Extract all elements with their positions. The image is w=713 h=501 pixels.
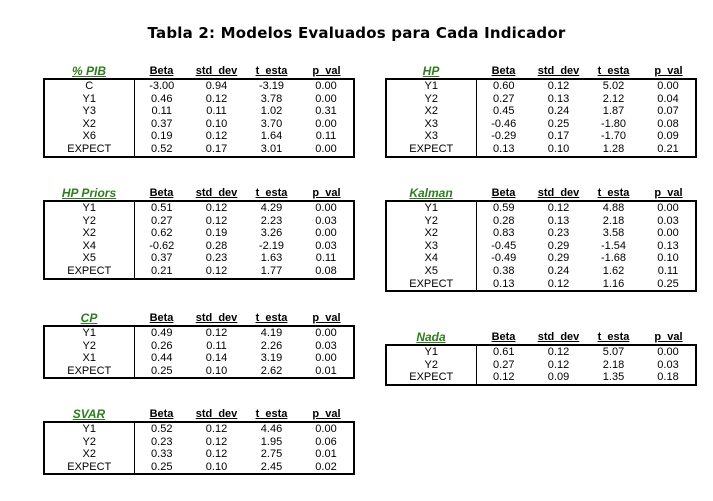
table-cell: 2.26 [260,339,283,352]
table-cell: 2.18 [602,358,625,371]
table-row [44,365,354,379]
table-cell: 0.27 [493,358,515,371]
table-row [386,278,696,292]
table-cell: 0.11 [315,130,337,143]
row-label: Y1 [44,326,134,340]
column-header: p_val [654,65,683,77]
table-cell: 1.35 [602,371,625,384]
table-name: CP [80,311,98,325]
table-cell: 0.06 [315,435,337,448]
table-cell: 0.08 [315,264,337,277]
table-cell: 0.83 [493,227,515,240]
table-cell: 0.00 [641,345,696,359]
column-header: Beta [491,331,516,343]
row-label: Y1 [44,201,134,215]
row-label: EXPECT [386,278,476,292]
table-cell: 0.01 [315,448,337,461]
table-name: HP Priors [61,186,117,200]
table-cell: 0.29 [547,252,570,265]
table-cell: -1.80 [600,117,627,130]
column-header: t_esta [255,65,288,77]
table-cell: 0.17 [205,142,228,155]
table-name: SVAR [72,407,106,421]
table-row [386,105,696,118]
table-row [386,79,696,93]
table-row [44,79,354,93]
table-cell: 0.10 [205,364,228,377]
table-cell: 0.13 [657,239,679,252]
table-cell: 0.11 [315,252,337,265]
table-cell: 1.95 [260,435,283,448]
column-header: std_dev [195,187,238,199]
table-cell: 3.78 [260,92,283,105]
table-cell: 0.12 [531,201,586,215]
table-cell: 0.04 [657,92,679,105]
table-cell: 0.26 [151,339,173,352]
table-cell: 0.13 [493,142,515,155]
column-header: p_val [312,408,341,420]
table-cell: 0.12 [493,371,515,384]
table-row [386,359,696,372]
table-cell: 4.19 [244,326,299,340]
table-panel [43,64,355,158]
table-cell: -0.62 [149,239,175,252]
table-cell: 0.25 [657,277,679,290]
table-cell: 0.19 [205,227,228,240]
results-table [385,64,697,158]
table-name: % PIB [71,64,106,78]
row-label: EXPECT [386,371,476,385]
table-cell: 2.75 [260,448,283,461]
table-cell: 1.62 [602,264,625,277]
table-cell: 0.29 [547,239,570,252]
table-cell: 2.18 [602,214,625,227]
row-label: X2 [386,227,476,240]
row-label: X3 [386,240,476,253]
row-label: X4 [44,240,134,253]
table-cell: 0.12 [531,79,586,93]
table-body [44,326,354,378]
table-row [386,118,696,131]
table-cell: 0.00 [315,92,337,105]
table-cell: 0.11 [657,264,679,277]
table-panel [43,407,355,475]
table-row [44,130,354,143]
table-cell: 4.88 [586,201,641,215]
table-row [44,422,354,436]
column-header: t_esta [255,187,288,199]
table-cell: 0.00 [315,117,337,130]
table-cell: 0.11 [206,339,227,352]
table-cell: 2.45 [260,460,283,473]
table-cell: 2.12 [602,92,625,105]
table-panel [385,64,697,158]
table-cell: -1.54 [600,239,627,252]
table-cell: 0.12 [189,326,244,340]
table-cell: 0.59 [476,201,531,215]
table-cell: 0.12 [205,214,228,227]
table-cell: 0.12 [205,130,228,143]
table-cell: 0.27 [151,214,173,227]
table-cell: 0.49 [134,326,189,340]
table-cell: -0.49 [491,252,517,265]
table-cell: 0.00 [299,201,354,215]
table-cell: 1.77 [260,264,283,277]
table-cell: 0.33 [151,448,173,461]
table-cell: 3.26 [260,227,283,240]
table-cell: 0.13 [493,277,515,290]
table-row [44,340,354,353]
table-name: HP [422,64,440,78]
table-cell: 0.10 [205,460,228,473]
row-label: Y2 [44,340,134,353]
column-header: std_dev [195,312,238,324]
table-row [44,461,354,475]
column-header: t_esta [597,187,630,199]
table-cell: 0.38 [493,264,515,277]
row-label: C [44,79,134,93]
table-name: Nada [416,330,446,344]
column-header: Beta [491,187,516,199]
table-cell: 2.62 [260,364,283,377]
table-cell: 0.45 [493,105,515,118]
table-panel [43,186,355,280]
row-label: X5 [44,252,134,265]
table-cell: 3.58 [602,227,625,240]
table-row [386,130,696,143]
table-cell: 5.02 [586,79,641,93]
table-cell: 1.87 [602,105,625,118]
table-panel [385,330,697,386]
column-header: t_esta [255,408,288,420]
row-label: EXPECT [44,461,134,475]
table-cell: 0.12 [205,435,228,448]
row-label: Y3 [44,105,134,118]
table-cell: -3.19 [244,79,299,93]
table-cell: 0.00 [641,201,696,215]
row-label: X2 [44,448,134,461]
table-body [386,345,696,385]
table-cell: 0.03 [315,214,337,227]
table-row [386,93,696,106]
table-cell: 0.52 [134,422,189,436]
row-label: X3 [386,130,476,143]
table-cell: 0.23 [151,435,173,448]
table-cell: 1.16 [602,277,625,290]
table-cell: 0.23 [205,252,228,265]
row-label: EXPECT [44,143,134,157]
table-cell: 4.29 [244,201,299,215]
table-cell: 2.23 [260,214,283,227]
table-cell: 0.07 [657,105,679,118]
table-cell: 0.12 [547,277,570,290]
table-cell: -1.70 [600,130,627,143]
table-row [386,240,696,253]
table-row [44,326,354,340]
table-body [386,201,696,291]
table-cell: 0.18 [657,371,679,384]
table-row [44,265,354,279]
column-header: std_dev [537,331,580,343]
table-cell: 0.13 [547,214,570,227]
table-row [386,215,696,228]
table-row [44,105,354,118]
table-cell: 0.03 [657,214,679,227]
row-label: Y2 [44,215,134,228]
row-label: X2 [386,105,476,118]
table-cell: 0.10 [205,117,228,130]
results-table [43,64,355,158]
table-cell: 0.37 [151,252,173,265]
column-header: std_dev [195,65,238,77]
table-row [44,143,354,157]
table-cell: 0.28 [493,214,515,227]
table-body [44,422,354,474]
table-cell: 0.03 [657,358,679,371]
column-header: p_val [312,65,341,77]
table-cell: 0.00 [641,79,696,93]
row-label: Y2 [44,436,134,449]
table-cell: 0.21 [657,142,679,155]
table-cell: -0.29 [491,130,517,143]
table-row [44,448,354,461]
table-cell: 1.63 [260,252,283,265]
table-row [386,143,696,157]
table-cell: 1.28 [602,142,625,155]
table-body [44,201,354,279]
table-cell: 4.46 [244,422,299,436]
column-header: std_dev [195,408,238,420]
table-row [44,436,354,449]
table-cell: 0.11 [206,105,227,118]
table-cell: 0.46 [151,92,173,105]
table-panel [385,186,697,292]
row-label: X3 [386,118,476,131]
row-label: EXPECT [386,143,476,157]
results-table [43,407,355,475]
row-label: EXPECT [44,365,134,379]
table-cell: 0.12 [205,264,228,277]
table-cell: -1.68 [600,252,627,265]
column-header: t_esta [255,312,288,324]
table-cell: 0.12 [189,201,244,215]
table-cell: 1.02 [260,105,283,118]
column-header: t_esta [597,65,630,77]
row-label: Y1 [44,422,134,436]
table-cell: 0.12 [205,92,228,105]
table-row [44,215,354,228]
table-cell: 0.03 [315,239,337,252]
table-cell: 0.08 [657,117,679,130]
column-header: Beta [149,187,174,199]
table-cell: 0.12 [531,345,586,359]
table-cell: 0.21 [151,264,173,277]
table-cell: 0.25 [151,460,173,473]
table-cell: 0.02 [315,460,337,473]
row-label: Y2 [386,93,476,106]
table-row [44,240,354,253]
column-header: p_val [312,187,341,199]
table-cell: 0.00 [315,227,337,240]
row-label: X5 [386,265,476,278]
table-row [44,118,354,131]
table-cell: 0.12 [205,448,228,461]
row-label: Y2 [386,215,476,228]
table-row [44,93,354,106]
column-header: t_esta [597,331,630,343]
table-cell: 0.19 [151,130,173,143]
table-cell: 0.44 [151,352,173,365]
table-cell: 0.14 [205,352,228,365]
results-table [385,330,697,386]
table-cell: 0.24 [547,264,570,277]
row-label: X2 [44,118,134,131]
table-cell: 3.70 [260,117,283,130]
table-cell: -3.00 [134,79,189,93]
table-cell: 0.10 [547,142,570,155]
table-cell: 0.60 [476,79,531,93]
table-cell: 3.19 [260,352,283,365]
table-cell: 0.00 [299,422,354,436]
results-table [43,186,355,280]
column-header: Beta [491,65,516,77]
table-row [386,265,696,278]
table-cell: 0.09 [547,371,570,384]
table-row [44,201,354,215]
table-cell: 0.62 [151,227,173,240]
table-cell: 1.64 [260,130,283,143]
column-header: std_dev [537,187,580,199]
table-cell: 0.94 [189,79,244,93]
table-cell: -0.46 [491,117,517,130]
table-cell: 3.01 [260,142,283,155]
table-cell: -0.45 [491,239,517,252]
row-label: EXPECT [44,265,134,279]
table-cell: 0.25 [547,117,570,130]
row-label: X1 [44,352,134,365]
table-cell: 0.23 [547,227,570,240]
row-label: Y1 [44,93,134,106]
table-cell: -2.19 [258,239,285,252]
table-row [386,252,696,265]
table-cell: 0.00 [315,142,337,155]
results-table [43,311,355,379]
table-cell: 0.03 [315,339,337,352]
row-label: Y2 [386,359,476,372]
table-cell: 0.09 [657,130,679,143]
row-label: X2 [44,227,134,240]
table-row [44,227,354,240]
table-panel [43,311,355,379]
column-header: p_val [654,187,683,199]
row-label: Y1 [386,79,476,93]
table-cell: 0.13 [547,92,570,105]
page-title: Tabla 2: Modelos Evaluados para Cada Indicador [147,24,566,42]
table-cell: 0.00 [299,79,354,93]
column-header: Beta [149,408,174,420]
table-row [386,201,696,215]
table-cell: 0.28 [205,239,228,252]
column-header: Beta [149,65,174,77]
table-cell: 0.01 [315,364,337,377]
table-row [44,352,354,365]
table-row [386,227,696,240]
results-table [385,186,697,292]
table-cell: 0.00 [657,227,679,240]
table-cell: 0.10 [657,252,679,265]
row-label: X6 [44,130,134,143]
column-header: p_val [654,331,683,343]
column-header: Beta [149,312,174,324]
table-cell: 0.25 [151,364,173,377]
table-cell: 0.00 [315,352,337,365]
table-cell: 0.27 [493,92,515,105]
table-cell: 0.37 [151,117,173,130]
column-header: std_dev [537,65,580,77]
table-cell: 0.17 [547,130,570,143]
row-label: Y1 [386,201,476,215]
table-row [386,371,696,385]
table-body [386,79,696,157]
table-cell: 0.00 [299,326,354,340]
row-label: Y1 [386,345,476,359]
column-header: p_val [312,312,341,324]
table-cell: 0.61 [476,345,531,359]
table-cell: 0.24 [547,105,570,118]
table-cell: 0.51 [134,201,189,215]
table-body [44,79,354,157]
table-cell: 0.12 [547,358,570,371]
table-cell: 0.31 [315,105,337,118]
table-cell: 5.07 [586,345,641,359]
table-row [44,252,354,265]
table-name: Kalman [409,186,453,200]
table-cell: 0.52 [151,142,173,155]
table-row [386,345,696,359]
row-label: X4 [386,252,476,265]
table-cell: 0.12 [189,422,244,436]
table-cell: 0.11 [151,105,173,118]
